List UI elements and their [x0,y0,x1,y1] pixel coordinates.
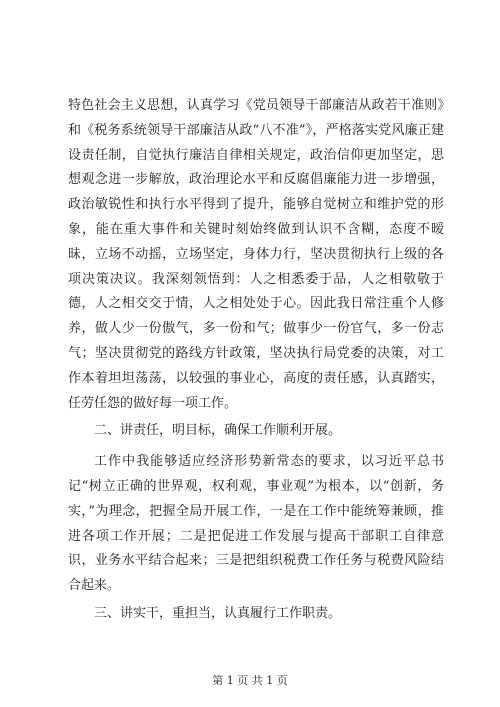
paragraph-section-2: 工作中我能够适应经济形势新常态的要求，以习近平总书记“树立正确的世界观，权利观，事业观”为根本，以“创新，务实，”为理念，把握全局开展工作，一是在工作中能统筹兼顾，推进各项工作开展；二是把促进工作发展与提高干部职工自律意识，业务水平结合起来；三是把组织税费工作任务与税费风险结合起来。 [68,454,444,594]
section-heading-2: 二、讲责任，明目标，确保工作顺利开展。 [94,423,342,439]
document-body [68,94,444,633]
section-heading-3: 三、讲实干，重担当，认真履行工作职责。 [94,605,342,621]
page-footer: 第 1 页 共 1 页 [212,674,288,687]
paragraph-continued: 特色社会主义思想，认真学习《党员领导干部廉洁从政若干准则》和《税务系统领导干部廉洁从政“八不准”》，严格落实党风廉正建设责任制，自觉执行廉洁自律相关规定，政治信仰更加坚定，思想观念进一步解放，政治理论水平和反腐倡廉能力进一步增强，政治敏锐性和执行水平得到了提升，能够自觉树立和维护党的形象，能在重大事件和关键时刻始终做到认识不含糊，态度不暧昧，立场不动摇，立场坚定，身体力行，坚决贯彻执行上级的各项决策决议。我深刻领悟到：人之相悉委于品，人之相敬敬于德，人之相交交于情，人之相处处于心。因此我日常注重个人修养，做人少一份傲气，多一份和气；做事少一份官气，多一份志气；坚决贯彻党的路线方针政策，坚决执行局党委的决策，对工作本着坦坦荡荡，以较强的事业心，高度的责任感，认真踏实，任劳任怨的做好每一项工作。 [68,98,444,411]
